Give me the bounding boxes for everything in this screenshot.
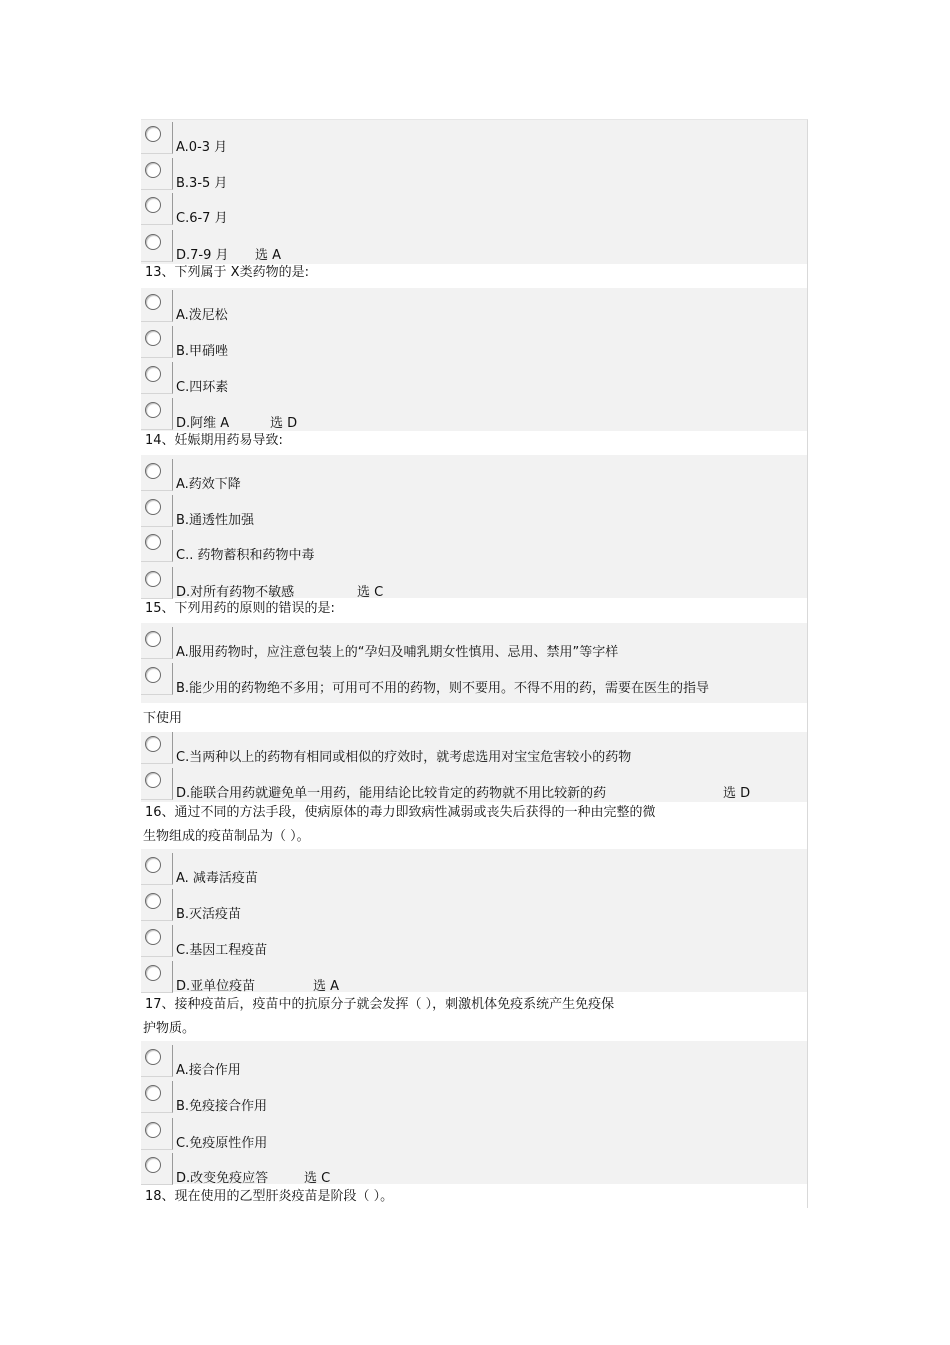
radio-button[interactable] (145, 1049, 161, 1065)
radio-button[interactable] (145, 1085, 161, 1101)
option-c[interactable] (141, 193, 801, 227)
question-14-stem (145, 432, 283, 450)
option-a[interactable] (141, 853, 801, 887)
answer-note: 选 C (357, 585, 384, 600)
question-number: 18、 (145, 1189, 175, 1204)
option-c[interactable] (141, 1118, 801, 1152)
radio-button[interactable] (145, 499, 161, 515)
option-d[interactable] (141, 567, 801, 601)
quiz-sheet (141, 119, 808, 1208)
option-a[interactable] (141, 1045, 801, 1079)
option-label: D.7-9 月 (176, 248, 229, 263)
question-17-stem-line-2: 护物质。 (143, 1021, 196, 1036)
question-17-stem-line-1 (145, 996, 614, 1014)
question-number: 16、 (145, 805, 175, 820)
option-a[interactable] (141, 290, 801, 324)
radio-button[interactable] (145, 772, 161, 788)
question-15-stem (145, 600, 335, 618)
option-label: A. 减毒活疫苗 (176, 871, 258, 886)
radio-button[interactable] (145, 571, 161, 587)
option-label: C.当两种以上的药物有相同或相似的疗效时，就考虑选用对宝宝危害较小的药物 (176, 750, 632, 765)
question-text: 现在使用的乙型肝炎疫苗是阶段（ ）。 (174, 1189, 394, 1204)
radio-button[interactable] (145, 197, 161, 213)
option-d[interactable] (141, 1153, 801, 1187)
options-panel-q12 (141, 120, 807, 264)
option-label: B.3-5 月 (176, 176, 228, 191)
answer-note: 选 D (270, 416, 298, 431)
option-label: D.对所有药物不敏感 (176, 585, 295, 600)
question-18-stem (145, 1188, 393, 1206)
option-label: A.0-3 月 (176, 140, 228, 155)
option-label: B.能少用的药物绝不多用；可用可不用的药物，则不要用。不得不用的药，需要在医生的指导 (176, 681, 710, 696)
option-label: B.通透性加强 (176, 513, 255, 528)
option-c[interactable] (141, 925, 801, 959)
question-number: 14、 (145, 433, 175, 448)
option-label: A.服用药物时，应注意包装上的“孕妇及哺乳期女性慎用、忌用、禁用”等字样 (176, 645, 619, 660)
radio-button[interactable] (145, 463, 161, 479)
option-b[interactable] (141, 495, 801, 529)
option-label: C.基因工程疫苗 (176, 943, 268, 958)
option-b[interactable] (141, 326, 801, 360)
options-panel-q15b (141, 732, 807, 802)
options-panel-q17 (141, 1041, 807, 1184)
radio-button[interactable] (145, 330, 161, 346)
option-b[interactable] (141, 889, 801, 923)
question-text: 妊娠期用药易导致: (174, 433, 283, 448)
option-b-continuation: 下使用 (143, 711, 183, 726)
option-a[interactable] (141, 627, 801, 661)
question-number: 13、 (145, 265, 175, 280)
option-d[interactable] (141, 398, 801, 432)
radio-button[interactable] (145, 126, 161, 142)
radio-button[interactable] (145, 893, 161, 909)
question-number: 17、 (145, 997, 175, 1012)
answer-note: 选 D (723, 786, 751, 801)
option-label: C.6-7 月 (176, 211, 228, 226)
option-b[interactable] (141, 1081, 801, 1115)
question-text: 下列用药的原则的错误的是: (174, 601, 335, 616)
option-label: A.泼尼松 (176, 308, 228, 323)
option-label: C.免疫原性作用 (176, 1136, 268, 1151)
option-c[interactable] (141, 530, 801, 564)
radio-button[interactable] (145, 534, 161, 550)
option-label: D.能联合用药就避免单一用药，能用结论比较肯定的药物就不用比较新的药 (176, 786, 607, 801)
option-d[interactable] (141, 768, 801, 802)
radio-button[interactable] (145, 667, 161, 683)
option-b[interactable] (141, 158, 801, 192)
option-c[interactable] (141, 362, 801, 396)
option-label: C.四环素 (176, 380, 229, 395)
option-label: C.. 药物蓄积和药物中毒 (176, 548, 315, 563)
option-label: D.改变免疫应答 (176, 1171, 269, 1186)
radio-button[interactable] (145, 294, 161, 310)
option-label: B.甲硝唑 (176, 344, 229, 359)
answer-note: 选 A (313, 979, 340, 994)
radio-button[interactable] (145, 736, 161, 752)
radio-button[interactable] (145, 631, 161, 647)
option-d[interactable] (141, 230, 801, 264)
radio-button[interactable] (145, 965, 161, 981)
option-b[interactable] (141, 663, 801, 697)
option-label: D.亚单位疫苗 (176, 979, 256, 994)
answer-note: 选 A (255, 248, 282, 263)
option-label: B.灭活疫苗 (176, 907, 242, 922)
question-text: 接种疫苗后，疫苗中的抗原分子就会发挥（ ），刺激机体免疫系统产生免疫保 (174, 997, 615, 1012)
options-panel-q16 (141, 849, 807, 992)
question-text: 下列属于 X类药物的是: (174, 265, 309, 280)
option-label: D.阿维 A (176, 416, 230, 431)
radio-button[interactable] (145, 402, 161, 418)
radio-button[interactable] (145, 857, 161, 873)
question-text: 通过不同的方法手段，使病原体的毒力即致病性减弱或丧失后获得的一种由完整的微 (174, 805, 656, 820)
option-a[interactable] (141, 459, 801, 493)
option-label: B.免疫接合作用 (176, 1099, 268, 1114)
option-a[interactable] (141, 122, 801, 156)
option-label: A.药效下降 (176, 477, 241, 492)
option-d[interactable] (141, 961, 801, 995)
options-panel-q15a (141, 623, 807, 703)
radio-button[interactable] (145, 1122, 161, 1138)
question-16-stem-line-1 (145, 804, 656, 822)
options-panel-q14 (141, 455, 807, 598)
radio-button[interactable] (145, 929, 161, 945)
radio-button[interactable] (145, 1157, 161, 1173)
radio-button[interactable] (145, 366, 161, 382)
question-13-stem (145, 264, 309, 282)
answer-note: 选 C (304, 1171, 331, 1186)
question-number: 15、 (145, 601, 175, 616)
options-panel-q13 (141, 288, 807, 431)
radio-button[interactable] (145, 162, 161, 178)
option-label: A.接合作用 (176, 1063, 241, 1078)
question-16-stem-line-2: 生物组成的疫苗制品为（ ）。 (143, 829, 310, 844)
option-c[interactable] (141, 732, 801, 766)
radio-button[interactable] (145, 234, 161, 250)
